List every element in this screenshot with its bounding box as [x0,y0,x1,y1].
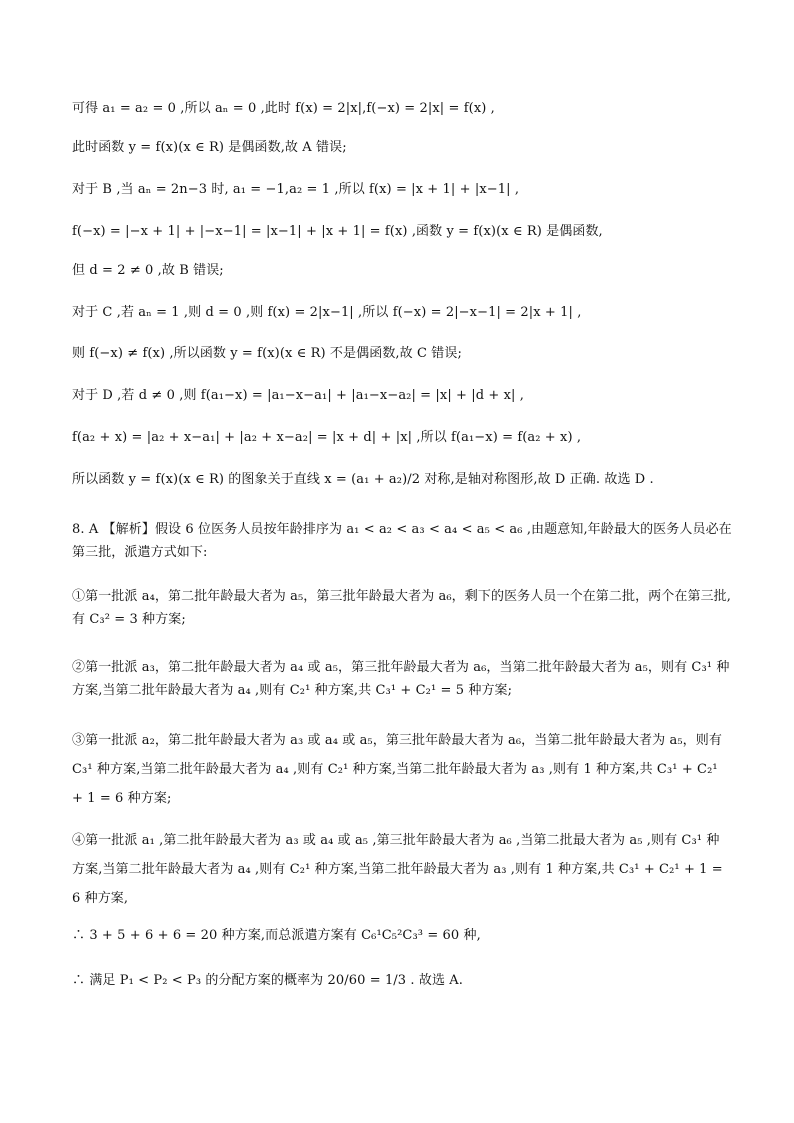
text-line: 对于 B ,当 aₙ = 2n−3 时, a₁ = −1,a₂ = 1 ,所以 f(x) = |x + 1| + |x−1| , [72,182,520,197]
case-2-paragraph: ②第一批派 a₃，第二批年龄最大者为 a₄ 或 a₅，第三批年龄最大者为 a₆，当第二批年龄最大者为 a₅，则有 C₃¹ 种方案,当第二批年龄最大者为 a₄ ,则有 C₂¹ 种方案,共 C₃¹ + C₂¹ = 5 种方案; [72,660,730,698]
text-line: ∴ 3 + 5 + 6 + 6 = 20 种方案,而总派遣方案有 C₆¹C₅²C₃³ = 60 种, [72,928,481,943]
text-line: f(a₂ + x) = |a₂ + x−a₁| + |a₂ + x−a₂| = |x + d| + |x| ,所以 f(a₁−x) = f(a₂ + x) , [72,430,582,445]
case-3-paragraph: ③第一批派 a₂，第二批年龄最大者为 a₃ 或 a₄ 或 a₅，第三批年龄最大者为 a₆，当第二批年龄最大者为 a₅，则有 C₃¹ 种方案,当第二批年龄最大者为 a₄ ,则有 C₂¹ 种方案,当第二批年龄最大者为 a₃ ,则有 1 种方案,共 C₃¹ + C₂¹ + 1 = 6 种方案; [72,733,722,806]
text-line: 此时函数 y = f(x)(x ∈ R) 是偶函数,故 A 错误; [72,140,347,155]
text-line: f(−x) = |−x + 1| + |−x−1| = |x−1| + |x + 1| = f(x) ,函数 y = f(x)(x ∈ R) 是偶函数, [72,224,603,239]
text-line: 对于 D ,若 d ≠ 0 ,则 f(a₁−x) = |a₁−x−a₁| + |a₁−x−a₂| = |x| + |d + x| , [72,388,524,403]
text-line: 所以函数 y = f(x)(x ∈ R) 的图象关于直线 x = (a₁ + a₂)/2 对称,是轴对称图形,故 D 正确. 故选 D . [72,472,654,487]
text-line: ∴ 满足 P₁ < P₂ < P₃ 的分配方案的概率为 20/60 = 1/3 . 故选 A. [72,973,464,988]
text-line: 对于 C ,若 aₙ = 1 ,则 d = 0 ,则 f(x) = 2|x−1| ,所以 f(−x) = 2|−x−1| = 2|x + 1| , [72,305,582,320]
solution-paragraph: 8. A 【解析】假设 6 位医务人员按年龄排序为 a₁ < a₂ < a₃ < a₄ < a₅ < a₆ ,由题意知,年龄最大的医务人员必在第三批，派遣方式如下: [72,522,732,560]
text-line: 可得 a₁ = a₂ = 0 ,所以 aₙ = 0 ,此时 f(x) = 2|x|,f(−x) = 2|x| = f(x) , [72,101,495,116]
case-4-paragraph: ④第一批派 a₁ ,第二批年龄最大者为 a₃ 或 a₄ 或 a₅ ,第三批年龄最大者为 a₆ ,当第二批最大者为 a₅ ,则有 C₃¹ 种方案,当第二批年龄最大者为 a₄ ,则有 C₂¹ 种方案,当第二批年龄最大者为 a₃ ,则有 1 种方案,共 C₃¹ + C₂¹ + 1 = 6 种方案, [72,833,723,906]
text-line: 则 f(−x) ≠ f(x) ,所以函数 y = f(x)(x ∈ R) 不是偶函数,故 C 错误; [72,346,462,361]
text-line: 但 d = 2 ≠ 0 ,故 B 错误; [72,263,224,278]
case-1-paragraph: ①第一批派 a₄，第二批年龄最大者为 a₅，第三批年龄最大者为 a₆，剩下的医务人员一个在第二批，两个在第三批,有 C₃² = 3 种方案; [72,589,732,627]
